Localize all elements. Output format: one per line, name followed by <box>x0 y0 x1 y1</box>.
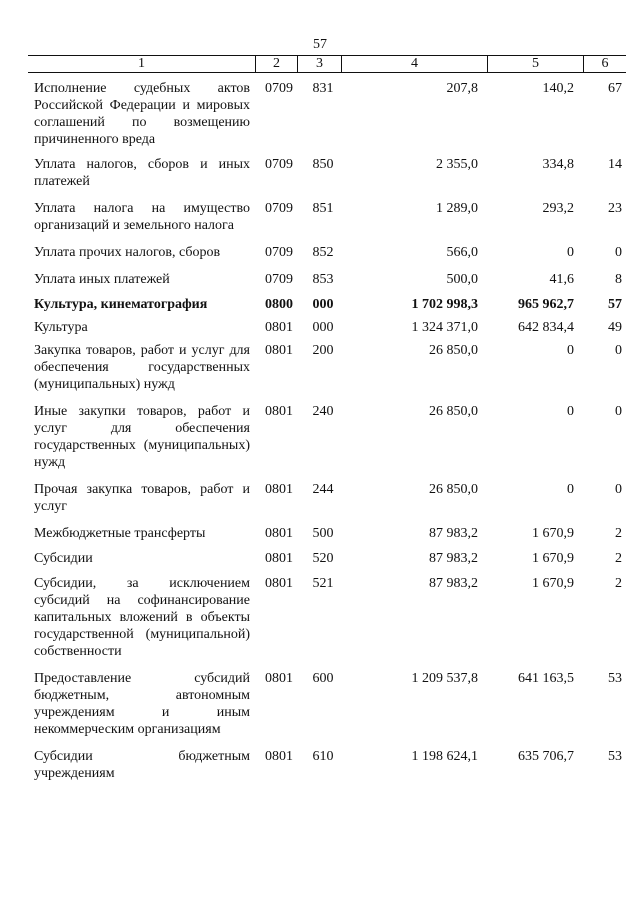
table-body <box>28 80 626 782</box>
row-expense-code: 600 <box>312 671 334 686</box>
row-expense-code: 851 <box>312 201 334 216</box>
header-col-5: 5 <box>488 56 584 72</box>
row-percent: 23 <box>608 201 622 216</box>
row-expense-code: 000 <box>312 297 334 312</box>
row-actual-amount: 965 962,7 <box>518 297 574 312</box>
row-percent: 14 <box>608 157 622 172</box>
row-name: Субсидии <box>34 551 93 566</box>
row-name: Уплата налога на имущество организаций и земельного налога <box>34 201 250 233</box>
row-actual-amount: 641 163,5 <box>518 671 574 686</box>
row-plan-amount: 1 324 371,0 <box>411 320 478 335</box>
row-expense-code: 831 <box>312 81 334 96</box>
row-name: Закупка товаров, работ и услуг для обеспечения государственных (муниципальных) нужд <box>34 343 250 392</box>
row-plan-amount: 87 983,2 <box>429 551 478 566</box>
row-percent: 0 <box>615 245 622 260</box>
row-expense-code: 852 <box>312 245 334 260</box>
row-actual-amount: 293,2 <box>542 201 574 216</box>
row-section-code: 0709 <box>265 201 293 216</box>
table-row <box>28 271 626 288</box>
row-section-code: 0801 <box>265 576 293 591</box>
row-plan-amount: 26 850,0 <box>429 343 478 358</box>
row-section-code: 0709 <box>265 81 293 96</box>
row-plan-amount: 87 983,2 <box>429 526 478 541</box>
row-expense-code: 500 <box>312 526 334 541</box>
table-row <box>28 319 626 336</box>
row-name: Субсидии бюджетным учреждениям <box>34 749 250 781</box>
row-actual-amount: 1 670,9 <box>532 551 574 566</box>
row-actual-amount: 0 <box>567 482 574 497</box>
row-section-code: 0801 <box>265 343 293 358</box>
row-name: Субсидии, за исключением субсидий на софинансирование капитальных вложений в объекты государственной (муниципальной) собственности <box>34 576 250 659</box>
row-name: Культура <box>34 320 88 335</box>
row-percent: 2 <box>615 551 622 566</box>
table-row <box>28 156 626 190</box>
header-col-1: 1 <box>28 56 256 72</box>
row-actual-amount: 0 <box>567 245 574 260</box>
table-row <box>28 244 626 261</box>
table-row <box>28 748 626 782</box>
row-actual-amount: 642 834,4 <box>518 320 574 335</box>
table-row <box>28 403 626 471</box>
row-actual-amount: 0 <box>567 404 574 419</box>
row-percent: 49 <box>608 320 622 335</box>
row-percent: 67 <box>608 81 622 96</box>
table-row <box>28 670 626 738</box>
row-section-code: 0709 <box>265 272 293 287</box>
row-name: Прочая закупка товаров, работ и услуг <box>34 482 250 514</box>
row-actual-amount: 140,2 <box>542 81 574 96</box>
header-col-6: 6 <box>601 56 609 71</box>
row-name: Исполнение судебных актов Российской Федерации и мировых соглашений по возмещению причиненного вреда <box>34 81 250 147</box>
row-plan-amount: 87 983,2 <box>429 576 478 591</box>
row-actual-amount: 334,8 <box>542 157 574 172</box>
row-name: Межбюджетные трансферты <box>34 526 206 541</box>
table-row <box>28 80 626 148</box>
row-plan-amount: 2 355,0 <box>436 157 478 172</box>
header-col-4: 4 <box>342 56 488 72</box>
row-section-code: 0801 <box>265 526 293 541</box>
row-plan-amount: 500,0 <box>446 272 478 287</box>
row-percent: 53 <box>608 671 622 686</box>
table-row <box>28 550 626 567</box>
row-section-code: 0801 <box>265 482 293 497</box>
row-expense-code: 240 <box>312 404 334 419</box>
row-plan-amount: 26 850,0 <box>429 482 478 497</box>
table-row <box>28 481 626 515</box>
header-col-2: 2 <box>256 56 298 72</box>
header-col-3: 3 <box>298 56 342 72</box>
row-section-code: 0801 <box>265 320 293 335</box>
row-actual-amount: 41,6 <box>549 272 574 287</box>
row-percent: 0 <box>615 404 622 419</box>
table-row <box>28 575 626 660</box>
row-actual-amount: 0 <box>567 343 574 358</box>
row-percent: 8 <box>615 272 622 287</box>
row-plan-amount: 1 289,0 <box>436 201 478 216</box>
table-row <box>28 200 626 234</box>
row-expense-code: 200 <box>312 343 334 358</box>
table-row <box>28 525 626 542</box>
row-plan-amount: 566,0 <box>446 245 478 260</box>
row-percent: 2 <box>615 576 622 591</box>
row-section-code: 0801 <box>265 551 293 566</box>
table-header <box>28 55 626 73</box>
row-percent: 0 <box>615 343 622 358</box>
row-section-code: 0709 <box>265 157 293 172</box>
row-actual-amount: 1 670,9 <box>532 526 574 541</box>
table-row <box>28 296 626 313</box>
row-plan-amount: 207,8 <box>446 81 478 96</box>
row-expense-code: 000 <box>312 320 334 335</box>
page-number: 57 <box>313 37 327 52</box>
row-plan-amount: 1 702 998,3 <box>411 297 478 312</box>
row-section-code: 0800 <box>265 297 293 312</box>
row-plan-amount: 26 850,0 <box>429 404 478 419</box>
row-name: Уплата прочих налогов, сборов <box>34 245 221 260</box>
row-name: Уплата налогов, сборов и иных платежей <box>34 157 250 189</box>
row-expense-code: 610 <box>312 749 334 764</box>
row-name: Культура, кинематография <box>34 297 208 312</box>
row-actual-amount: 635 706,7 <box>518 749 574 764</box>
row-section-code: 0801 <box>265 749 293 764</box>
row-name: Иные закупки товаров, работ и услуг для обеспечения государственных (муниципальных) нужд <box>34 404 250 470</box>
row-expense-code: 853 <box>312 272 334 287</box>
row-actual-amount: 1 670,9 <box>532 576 574 591</box>
row-percent: 57 <box>608 297 622 312</box>
row-section-code: 0801 <box>265 671 293 686</box>
row-expense-code: 520 <box>312 551 334 566</box>
row-name: Предоставление субсидий бюджетным, автономным учреждениям и иным некоммерческим организациям <box>34 671 250 737</box>
row-percent: 53 <box>608 749 622 764</box>
row-percent: 0 <box>615 482 622 497</box>
row-plan-amount: 1 198 624,1 <box>411 749 478 764</box>
table-row <box>28 342 626 393</box>
row-section-code: 0801 <box>265 404 293 419</box>
row-plan-amount: 1 209 537,8 <box>411 671 478 686</box>
row-expense-code: 850 <box>312 157 334 172</box>
row-expense-code: 244 <box>312 482 334 497</box>
row-name: Уплата иных платежей <box>34 272 170 287</box>
row-section-code: 0709 <box>265 245 293 260</box>
row-expense-code: 521 <box>312 576 334 591</box>
row-percent: 2 <box>615 526 622 541</box>
